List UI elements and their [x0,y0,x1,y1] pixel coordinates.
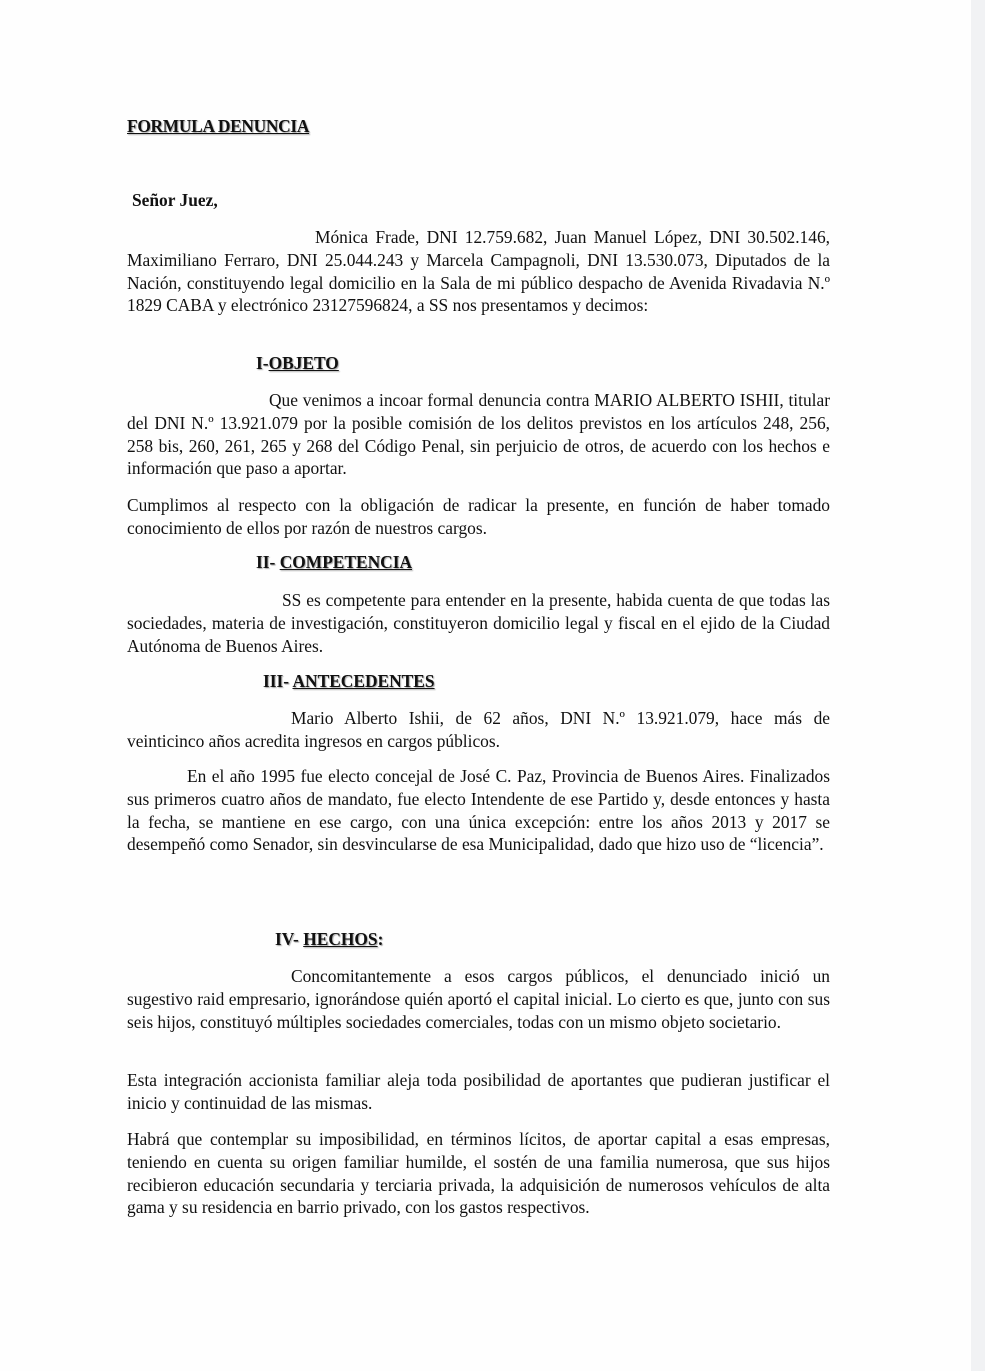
intro-paragraph: Mónica Frade, DNI 12.759.682, Juan Manuel López, DNI 30.502.146, Maximiliano Ferraro, DNI 25.044.243 y Marcela Campagnoli, DNI 13.530.073, Diputados de la Nación, constituyendo legal domicilio en la Sala de mi público despacho de Avenida Rivadavia N.º 1829 CABA y electrónico 23127596824, a SS nos presentamos y decimos: [127,227,830,316]
antecedentes-paragraph-2: En el año 1995 fue electo concejal de José C. Paz, Provincia de Buenos Aires. Finalizados sus primeros cuatro años de mandato, fue electo Intendente de ese Partido y, desde entonces y hasta la fecha, se mantiene en ese cargo, con una única excepción: entre los años 2013 y 2017 se desempeñó como Senador, sin desvincularse de esa Municipalidad, dado que hizo uso de “licencia”. [127,766,830,855]
competencia-paragraph-1: SS es competente para entender en la presente, habida cuenta de que todas las sociedades, materia de investigación, constituyeron domicilio legal y fiscal en el ejido de la Ciudad Autónoma de Buenos Aires. [127,590,830,656]
hechos-paragraph-2: Esta integración accionista familiar aleja toda posibilidad de aportantes que pudieran justificar el inicio y continuidad de las mismas. [127,1070,830,1113]
section-title: ANTECEDENTES [292,671,435,691]
section-number: III- [263,671,293,691]
section-title: HECHOS [303,929,378,949]
section-title: OBJETO [268,353,339,373]
document-title: FORMULA DENUNCIA [127,116,310,136]
section-number: I- [256,353,269,373]
section-heading-hechos [275,929,383,950]
hechos-paragraph-3: Habrá que contemplar su imposibilidad, en términos lícitos, de aportar capital a esas empresas, teniendo en cuenta su origen familiar humilde, el sostén de una familia numerosa, que sus hijos recibieron educación secundaria y terciaria privada, la adquisición de numerosos vehículos de alta gama y su residencia en barrio privado, con los gastos respectivos. [127,1129,830,1218]
section-title: COMPETENCIA [279,552,413,572]
section-number: II- [256,552,280,572]
objeto-paragraph-1: Que venimos a incoar formal denuncia contra MARIO ALBERTO ISHII, titular del DNI N.º 13.921.079 por la posible comisión de los delitos previstos en los artículos 248, 256, 258 bis, 260, 261, 265 y 268 del Código Penal, sin perjuicio de otros, de acuerdo con los hechos e información que paso a aportar. [127,390,830,479]
section-suffix: : [377,929,384,949]
hechos-paragraph-1: Concomitantemente a esos cargos públicos, el denunciado inició un sugestivo raid empresario, ignorándose quién aportó el capital inicial. Lo cierto es que, junto con sus seis hijos, constituyó múltiples sociedades comerciales, todas con un mismo objeto societario. [127,966,830,1032]
greeting: Señor Juez, [132,190,218,210]
scrollbar-track[interactable] [971,0,985,1371]
objeto-paragraph-2: Cumplimos al respecto con la obligación de radicar la presente, en función de haber tomado conocimiento de ellos por razón de nuestros cargos. [127,495,830,538]
section-heading-competencia [256,552,412,573]
section-heading-objeto [256,353,339,374]
section-number: IV- [275,929,304,949]
section-heading-antecedentes [263,671,435,692]
antecedentes-paragraph-1: Mario Alberto Ishii, de 62 años, DNI N.º 13.921.079, hace más de veinticinco años acredita ingresos en cargos públicos. [127,708,830,751]
